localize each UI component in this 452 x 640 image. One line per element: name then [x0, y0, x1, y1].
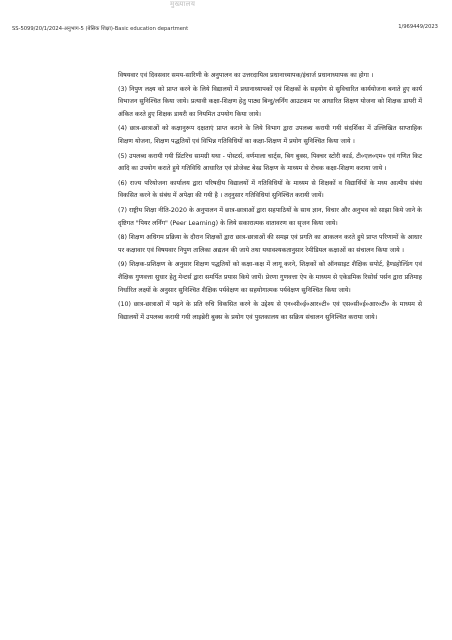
- paragraph-continuation: विषयवार एवं दिवसवार समय-सारिणी के अनुपालन का उत्तरदायित्व प्रधानाध्यापक/इंचार्ज प्रधानाध्यापक का होगा ।: [118, 72, 374, 79]
- paragraph-4: (4) छात्र-छात्राओं को कक्षानुरूप दक्षताएं प्राप्त कराने के लिये विभाग द्वारा उपलब्ध करायी गयी संदर्शिका में उल्लिखित साप्ताहिक शिक्षण योजना, शिक्षण पद्धतियों एवं विभिन्न गतिविधियों का कक्षा-शिक्षण में प्रयोग सुनिश्चित किया जाये ।: [118, 125, 422, 145]
- document-header: [12, 24, 438, 32]
- paragraph-8: (8) शिक्षण अधिगम प्रक्रिया के दौरान शिक्षकों द्वारा छात्र-छात्राओं की समझ एवं प्रगति का आकलन करते हुये प्राप्त परिणामों के आधार पर कक्षावार एवं विषयवार निपुण तालिका अद्यतन की जाये तथा यथावश्यकतानुसार रेमीडियल कक्षाओं का संचालन किया जाये ।: [118, 234, 422, 254]
- paragraph-7: (7) राष्ट्रीय शिक्षा नीति-2020 के अनुपालन में छात्र-छात्राओं द्वारा सहपाठियों के साथ ज्ञान, विचार और अनुभव को साझा किये जाने के दृष्टिगत "पियर लर्निंग" (Peer Learning) के लिये सकारात्मक वातावरण का सृजन किया जाये।: [118, 206, 422, 227]
- faint-stamp: मुख्यालय: [170, 0, 196, 8]
- file-reference: SS-5099/20/1/2024-अनुभाग-5 (बेसिक शिक्षा)-Basic education department: [12, 26, 189, 32]
- document-body: [118, 70, 422, 326]
- paragraph-9: (9) शिक्षक-प्रशिक्षण के अनुसार शिक्षण पद्धतियों को कक्षा-कक्ष में लागू करने, शिक्षकों को ऑनसाइट शैक्षिक सपोर्ट, हैण्डहोल्डिंग एवं शैक्षिक गुणवत्ता सुधार हेतु मेन्टर्स द्वारा समर्पित प्रयास किये जायें। प्रेरणा गुणवत्ता ऐप के माध्यम से एकेडमिक रिसोर्स पर्सन द्वारा प्रतिमाह निर्धारित लक्ष्यों के अनुसार सुनिश्चित शैक्षिक पर्यवेक्षण का सहयोगात्मक पर्यवेक्षण सुनिश्चित किया जाये।: [118, 261, 422, 294]
- paragraph-5: (5) उपलब्ध करायी गयी प्रिंटरिच सामग्री यथा - पोस्टर्स, वर्णमाला चार्ट्स, बिग बुक्स, पिक्चर स्टोरी कार्ड, टी०एल०एम० एवं गणित किट आदि का उपयोग कराते हुये गतिविधि आधारित एवं प्रोजेक्ट बेस्ड शिक्षण के माध्यम से रोचक कक्षा-शिक्षण कराया जाये ।: [118, 152, 422, 173]
- paragraph-10: (10) छात्र-छात्राओं में पढ़ने के प्रति रुचि विकसित करने के उद्देश्य से एन०सी०ई०आर०टी० एवं एस०सी०ई०आर०टी० के माध्यम से विद्यालयों में उपलब्ध करायी गयी लाइब्रेरी बुक्स के प्रयोग एवं पुस्तकालय का सक्रिय संचालन सुनिश्चित कराया जाये।: [118, 301, 422, 321]
- paragraph-3: (3) निपुण लक्ष्य को प्राप्त करने के लिये विद्यालयों में प्रधानाध्यापकों एवं शिक्षकों के सहयोग से सुविचारित कार्ययोजना बनाते हुए कार्य विभाजन सुनिश्चित किया जाये। प्रत्यावी कक्षा-शिक्षण हेतु पाठ्य बिन्दु/लर्निंग आउटकम पर आधारित शिक्षण योजना को शिक्षक डायरी में अंकित करते हुए शिक्षक डायरी का नियमित उपयोग किया जाये।: [118, 85, 422, 118]
- paragraph-6: (6) राज्य परियोजना कार्यालय द्वारा परिषदीय विद्यालयों में गतिविधियों के माध्यम से शिक्षकों व विद्यार्थियों के मध्य आत्मीय संबंध विकसित करने के संबंध में अपेक्षा की गयी है । तद्नुसार गतिविधियां सुनिश्चित करायी जायें।: [118, 179, 422, 200]
- document-number: 1/969449/2023: [398, 24, 438, 30]
